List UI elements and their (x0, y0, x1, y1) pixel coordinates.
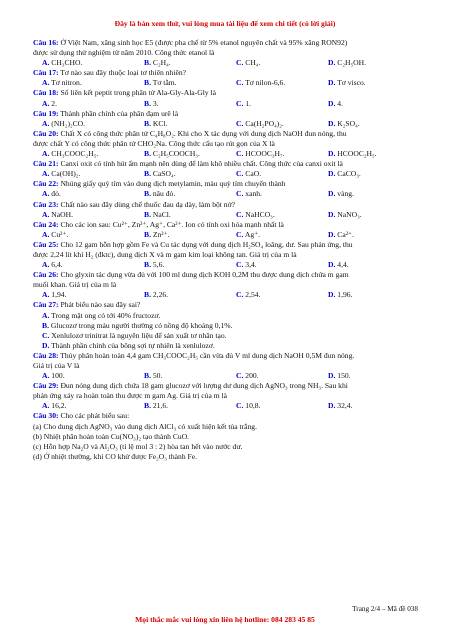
question-number: Câu 20: (33, 128, 59, 138)
question-number: Câu 23: (33, 199, 59, 209)
answer-options (33, 189, 421, 199)
answer-option (328, 401, 352, 411)
question-stem-text: Chất X có công thức phân tử C₄H₈O₂. Khi cho X tác dụng với dung dịch NaOH đun nóng, thu (60, 128, 347, 138)
option-letter: D. (328, 229, 336, 239)
option-letter: D. (328, 189, 336, 199)
question (33, 381, 421, 411)
option-letter: A. (42, 209, 50, 219)
option-letter: C. (42, 330, 50, 340)
option-letter: D. (328, 401, 336, 411)
question-stem-text: phản ứng xảy ra hoàn toàn thu được m gam Ag. Giá trị của m là (33, 391, 228, 401)
option-letter: A. (42, 58, 50, 68)
option-text: Tơ nilon-6,6. (245, 78, 286, 88)
answer-option (236, 58, 260, 68)
option-text: CaO. (245, 169, 262, 179)
option-letter: B. (144, 371, 151, 381)
answer-option (236, 119, 284, 129)
question (33, 300, 421, 350)
option-text: Thành phần chính của bông sợi tự nhiên là xenlulozơ. (51, 340, 215, 350)
answer-option (42, 371, 65, 381)
option-text: 200. (245, 371, 259, 381)
answer-options (33, 290, 421, 300)
question-stem-line (33, 200, 421, 210)
answer-options (33, 401, 421, 411)
question-stem-text: Số liên kết peptit trong phân tử Ala-Gly-Ala-Gly là (60, 88, 216, 98)
question-stem-text: Tơ nào sau đây thuộc loại tơ thiên nhiên? (60, 68, 186, 78)
answer-option (144, 189, 175, 199)
option-letter: D. (328, 371, 336, 381)
option-text: KCl. (152, 118, 168, 128)
answer-option (236, 149, 285, 159)
question-stem-line (33, 280, 421, 290)
option-letter: C. (236, 229, 244, 239)
option-letter: D. (328, 260, 336, 270)
option-text: 1,94. (51, 290, 67, 300)
answer-option (33, 341, 421, 351)
option-letter: A. (42, 189, 50, 199)
option-letter: B. (42, 320, 49, 330)
option-letter: C. (236, 169, 244, 179)
question-stem-text: được 2,24 lít khí H₂ (đktc), dung dịch X và m gam kim loại không tan. Giá trị của m là (33, 249, 297, 259)
option-text: 16,2. (51, 401, 67, 411)
option-letter: A. (42, 371, 50, 381)
option-text: Ca(H₂PO₄)₂. (245, 118, 284, 128)
question-number: Câu 28: (33, 350, 59, 360)
option-text: NaNO₃. (337, 209, 362, 219)
question-stem-line (33, 179, 421, 189)
answer-option (328, 99, 343, 109)
answer-option (42, 210, 73, 220)
answer-option (42, 149, 98, 159)
option-letter: A. (42, 260, 50, 270)
question-stem-line (33, 442, 421, 452)
option-letter: A. (42, 149, 50, 159)
question (33, 200, 421, 220)
option-text: CH₃COOC₂H₅. (51, 149, 99, 159)
question-stem-text: Canxi oxit có tính hút ẩm mạnh nên dùng để làm khô nhiều chất. Công thức của canxi oxit là (60, 159, 343, 169)
question (33, 129, 421, 159)
option-text: HCOOC₂H₅. (337, 149, 377, 159)
option-letter: A. (42, 169, 50, 179)
option-letter: B. (144, 229, 151, 239)
answer-option (33, 311, 421, 321)
option-text: đỏ. (51, 189, 61, 199)
answer-options (33, 58, 421, 68)
answer-option (236, 401, 260, 411)
question (33, 240, 421, 270)
option-letter: C. (236, 189, 244, 199)
option-text: Trong mật ong có tới 40% fructozơ. (51, 310, 161, 320)
question-stem-line (33, 361, 421, 371)
option-letter: A. (42, 310, 50, 320)
option-text: C₂H₅COOCH₃. (152, 149, 200, 159)
question-stem-line (33, 452, 421, 462)
answer-option (42, 58, 82, 68)
answer-options (33, 210, 421, 220)
option-letter: D. (328, 290, 336, 300)
question-stem-line (33, 220, 421, 230)
question (33, 109, 421, 129)
option-letter: D. (328, 58, 336, 68)
option-letter: B. (144, 98, 151, 108)
option-letter: D. (328, 98, 336, 108)
answer-option (144, 290, 168, 300)
option-letter: A. (42, 118, 50, 128)
question-stem-line (33, 139, 421, 149)
answer-option (144, 210, 171, 220)
option-text: Tơ tằm. (152, 78, 177, 88)
question-stem-line (33, 351, 421, 361)
option-letter: C. (236, 260, 244, 270)
question-number: Câu 17: (33, 68, 59, 78)
option-text: 1,96. (337, 290, 353, 300)
question-number: Câu 16: (33, 38, 59, 47)
answer-option (42, 290, 66, 300)
answer-options (33, 78, 421, 88)
question-stem-line (33, 129, 421, 139)
option-text: Tơ visco. (337, 78, 366, 88)
answer-option (144, 149, 200, 159)
option-text: 3. (152, 98, 159, 108)
answer-option (144, 169, 176, 179)
question-stem-text: Cho glyxin tác dụng vừa đủ với 100 ml dung dịch KOH 0,2M thu được dung dịch chứa m gam (60, 270, 349, 280)
answer-option (328, 210, 362, 220)
option-text: 32,4. (337, 401, 353, 411)
option-letter: A. (42, 401, 50, 411)
option-text: (NH₂)₂CO. (51, 118, 86, 128)
question-stem-line (33, 391, 421, 401)
option-letter: D. (328, 78, 336, 88)
question (33, 351, 421, 381)
answer-option (328, 169, 361, 179)
question-stem-text: (b) Nhiệt phân hoàn toàn Cu(NO₃)₂ tạo thành CuO. (33, 431, 190, 441)
answer-option (328, 260, 349, 270)
option-text: 4. (337, 98, 343, 108)
question-stem-text: (c) Hỗn hợp Na₂O và Al₂O₃ (tỉ lệ mol 3 : 2) hòa tan hết vào nước dư. (33, 441, 243, 451)
answer-option (42, 230, 68, 240)
option-text: HCOOC₃H₇. (245, 149, 285, 159)
question (33, 38, 421, 68)
option-text: C₂H₄. (152, 58, 171, 68)
option-text: 21,6. (152, 401, 169, 411)
answer-option (328, 230, 354, 240)
question-stem-text: Chất nào sau đây dùng chế thuốc đau dạ dày, làm bột nở? (60, 199, 235, 209)
question-stem-text: Cho các phát biểu sau: (60, 411, 130, 421)
option-text: CH₄. (245, 58, 261, 68)
answer-option (42, 99, 57, 109)
option-letter: C. (236, 371, 244, 381)
option-letter: B. (144, 401, 151, 411)
answer-option (236, 169, 261, 179)
option-text: NaOH. (51, 209, 74, 219)
answer-option (144, 99, 159, 109)
answer-option (236, 371, 259, 381)
question (33, 68, 421, 88)
question-stem-text: muối khan. Giá trị của m là (33, 280, 117, 290)
page-number: Trang 2/4 – Mã đề 038 (352, 605, 418, 613)
question-number: Câu 26: (33, 270, 59, 280)
question-stem-text: Cho các ion sau: Cu²⁺, Zn²⁺, Ag⁺, Ca²⁺. Ion có tính oxi hóa mạnh nhất là (60, 219, 284, 229)
option-letter: B. (144, 118, 151, 128)
question-stem-text: Phát biểu nào sau đây sai? (60, 300, 141, 310)
question-stem-line (33, 270, 421, 280)
answer-option (42, 260, 63, 270)
question (33, 179, 421, 199)
question-stem-text: (d) Ở nhiệt thường, khí CO khử được Fe₂O₃ thành Fe. (33, 451, 198, 461)
option-text: NaHCO₃. (245, 209, 275, 219)
question-stem-text: Thành phần chính của phân đạm urê là (60, 108, 179, 118)
option-text: 4,4. (337, 260, 349, 270)
answer-option (236, 210, 275, 220)
answer-option (328, 78, 366, 88)
option-text: CaCO₃. (337, 169, 361, 179)
question-number: Câu 25: (33, 239, 59, 249)
option-letter: A. (42, 229, 50, 239)
answer-option (144, 401, 168, 411)
option-letter: C. (236, 209, 244, 219)
question-number: Câu 18: (33, 88, 59, 98)
option-letter: C. (236, 78, 244, 88)
question (33, 159, 421, 179)
answer-option (42, 401, 66, 411)
option-text: 1. (245, 98, 251, 108)
answer-option (236, 230, 260, 240)
option-text: xanh. (245, 189, 262, 199)
option-text: Xenlulozơ trinitrat là nguyên liệu để sản xuất tơ nhân tạo. (51, 330, 227, 340)
option-letter: C. (236, 290, 244, 300)
option-text: Tơ nitron. (51, 78, 82, 88)
option-text: nâu đỏ. (152, 189, 176, 199)
answer-option (42, 169, 80, 179)
option-text: 2,54. (245, 290, 261, 300)
option-letter: C. (236, 98, 244, 108)
answer-options (33, 99, 421, 109)
question-stem-line (33, 159, 421, 169)
question (33, 220, 421, 240)
question-stem-line (33, 240, 421, 250)
answer-option (144, 78, 177, 88)
question-number: Câu 29: (33, 381, 59, 391)
option-text: Glucozơ trong máu người thường có nồng độ khoảng 0,1%. (50, 320, 233, 330)
option-text: 3,4. (245, 260, 257, 270)
question-stem-text: Ở Việt Nam, xăng sinh học E5 (được pha chế từ 5% etanol nguyên chất và 95% xăng RON92) (60, 38, 348, 47)
option-text: 6,4. (51, 260, 63, 270)
option-text: 5,6. (152, 260, 165, 270)
option-letter: C. (236, 401, 244, 411)
question-stem-line (33, 38, 421, 48)
question-number: Câu 21: (33, 159, 59, 169)
question-number: Câu 19: (33, 108, 59, 118)
answer-option (236, 78, 285, 88)
option-text: Ca(OH)₂. (51, 169, 81, 179)
option-letter: C. (236, 149, 244, 159)
option-letter: D. (328, 169, 336, 179)
question-number: Câu 30: (33, 411, 59, 421)
option-text: 100. (51, 371, 65, 381)
question-stem-text: (a) Cho dung dịch AgNO₃ vào dung dịch AlCl₃ có xuất hiện kết tủa trắng. (33, 421, 257, 431)
question-stem-text: Thủy phân hoàn toàn 4,4 gam CH₃COOC₂H₅ cần vừa đủ V ml dung dịch NaOH 0,5M đun nóng. (60, 350, 355, 360)
option-text: Zn²⁺. (152, 229, 170, 239)
question-stem-line (33, 109, 421, 119)
option-text: 150. (337, 371, 351, 381)
answer-option (236, 260, 257, 270)
option-letter: A. (42, 98, 50, 108)
option-text: 10,8. (245, 401, 261, 411)
question-stem-line (33, 422, 421, 432)
answer-option (236, 290, 260, 300)
answer-options (33, 260, 421, 270)
question (33, 270, 421, 300)
question-stem-line (33, 88, 421, 98)
answer-option (328, 290, 352, 300)
question-stem-text: được sử dụng thử nghiệm từ năm 2010. Công thức etanol là (33, 48, 215, 58)
hotline-footer: Mọi thắc mắc vui lòng xin liên hệ hotline: 084 283 45 85 (135, 615, 315, 624)
option-letter: B. (144, 58, 151, 68)
answer-option (328, 119, 360, 129)
answer-option (33, 321, 421, 331)
answer-options (33, 119, 421, 129)
answer-option (42, 189, 61, 199)
answer-options (33, 230, 421, 240)
option-letter: B. (144, 169, 151, 179)
answer-options (33, 149, 421, 159)
answer-option (236, 99, 251, 109)
answer-option (144, 371, 162, 381)
answer-option (328, 371, 351, 381)
option-letter: B. (144, 149, 151, 159)
question-stem-text: Giá trị của V là (33, 361, 80, 370)
option-text: 2,26. (152, 290, 169, 300)
preview-banner: Đây là bản xem thử, vui lòng mua tài liệu để xem chi tiết (có lời giải) (114, 19, 336, 28)
answer-option (328, 149, 377, 159)
question-stem-line (33, 300, 421, 310)
answer-option (42, 119, 85, 129)
option-text: Ca²⁺. (337, 229, 354, 239)
question-stem-line (33, 411, 421, 421)
option-letter: D. (42, 340, 50, 350)
option-letter: B. (144, 78, 151, 88)
option-letter: B. (144, 290, 151, 300)
question-stem-line (33, 48, 421, 58)
option-text: 2. (51, 98, 57, 108)
question (33, 411, 421, 461)
option-text: K₂SO₄. (337, 118, 360, 128)
question-stem-line (33, 381, 421, 391)
option-text: Cu²⁺. (51, 229, 69, 239)
question-list (33, 38, 421, 462)
question-stem-text: được chất Y có công thức phân tử CHO₂Na. Công thức cấu tạo rút gọn của X là (33, 138, 275, 148)
option-letter: B. (144, 189, 151, 199)
answer-option (42, 78, 82, 88)
option-letter: A. (42, 78, 50, 88)
answer-option (144, 58, 171, 68)
option-letter: D. (328, 118, 336, 128)
question-stem-line (33, 250, 421, 260)
question-stem-line (33, 432, 421, 442)
question-stem-line (33, 68, 421, 78)
option-letter: C. (236, 118, 244, 128)
question-number: Câu 22: (33, 179, 59, 189)
option-text: vàng. (337, 189, 354, 199)
option-letter: B. (144, 209, 151, 219)
option-text: C₂H₅OH. (337, 58, 367, 68)
answer-option (33, 331, 421, 341)
answer-options (33, 169, 421, 179)
option-text: Ag⁺. (244, 229, 261, 239)
option-text: 50. (152, 371, 163, 381)
option-letter: D. (328, 209, 336, 219)
question-number: Câu 24: (33, 219, 59, 229)
option-letter: A. (42, 290, 50, 300)
answer-option (328, 189, 354, 199)
option-text: CaSO₄. (152, 169, 176, 179)
option-letter: D. (328, 149, 336, 159)
option-letter: C. (236, 58, 244, 68)
answer-option (236, 189, 262, 199)
answer-option (144, 119, 167, 129)
option-text: CH₃CHO. (51, 58, 83, 68)
question-stem-text: Cho 12 gam hỗn hợp gồm Fe và Cu tác dụng với dung dịch H₂SO₄ loãng, dư. Sau phản ứng, thu (60, 239, 353, 249)
question-stem-text: Đun nóng dung dịch chứa 18 gam glucozơ với lượng dư dung dịch AgNO₃ trong NH₃. Sau khi (60, 381, 348, 391)
question-stem-text: Nhúng giấy quỳ tím vào dung dịch metylamin, màu quỳ tím chuyển thành (60, 179, 286, 189)
option-letter: B. (144, 260, 151, 270)
answer-options (33, 371, 421, 381)
answer-option (144, 260, 164, 270)
answer-option (144, 230, 170, 240)
question (33, 88, 421, 108)
question-number: Câu 27: (33, 300, 59, 310)
answer-option (328, 58, 366, 68)
option-text: NaCl. (152, 209, 171, 219)
